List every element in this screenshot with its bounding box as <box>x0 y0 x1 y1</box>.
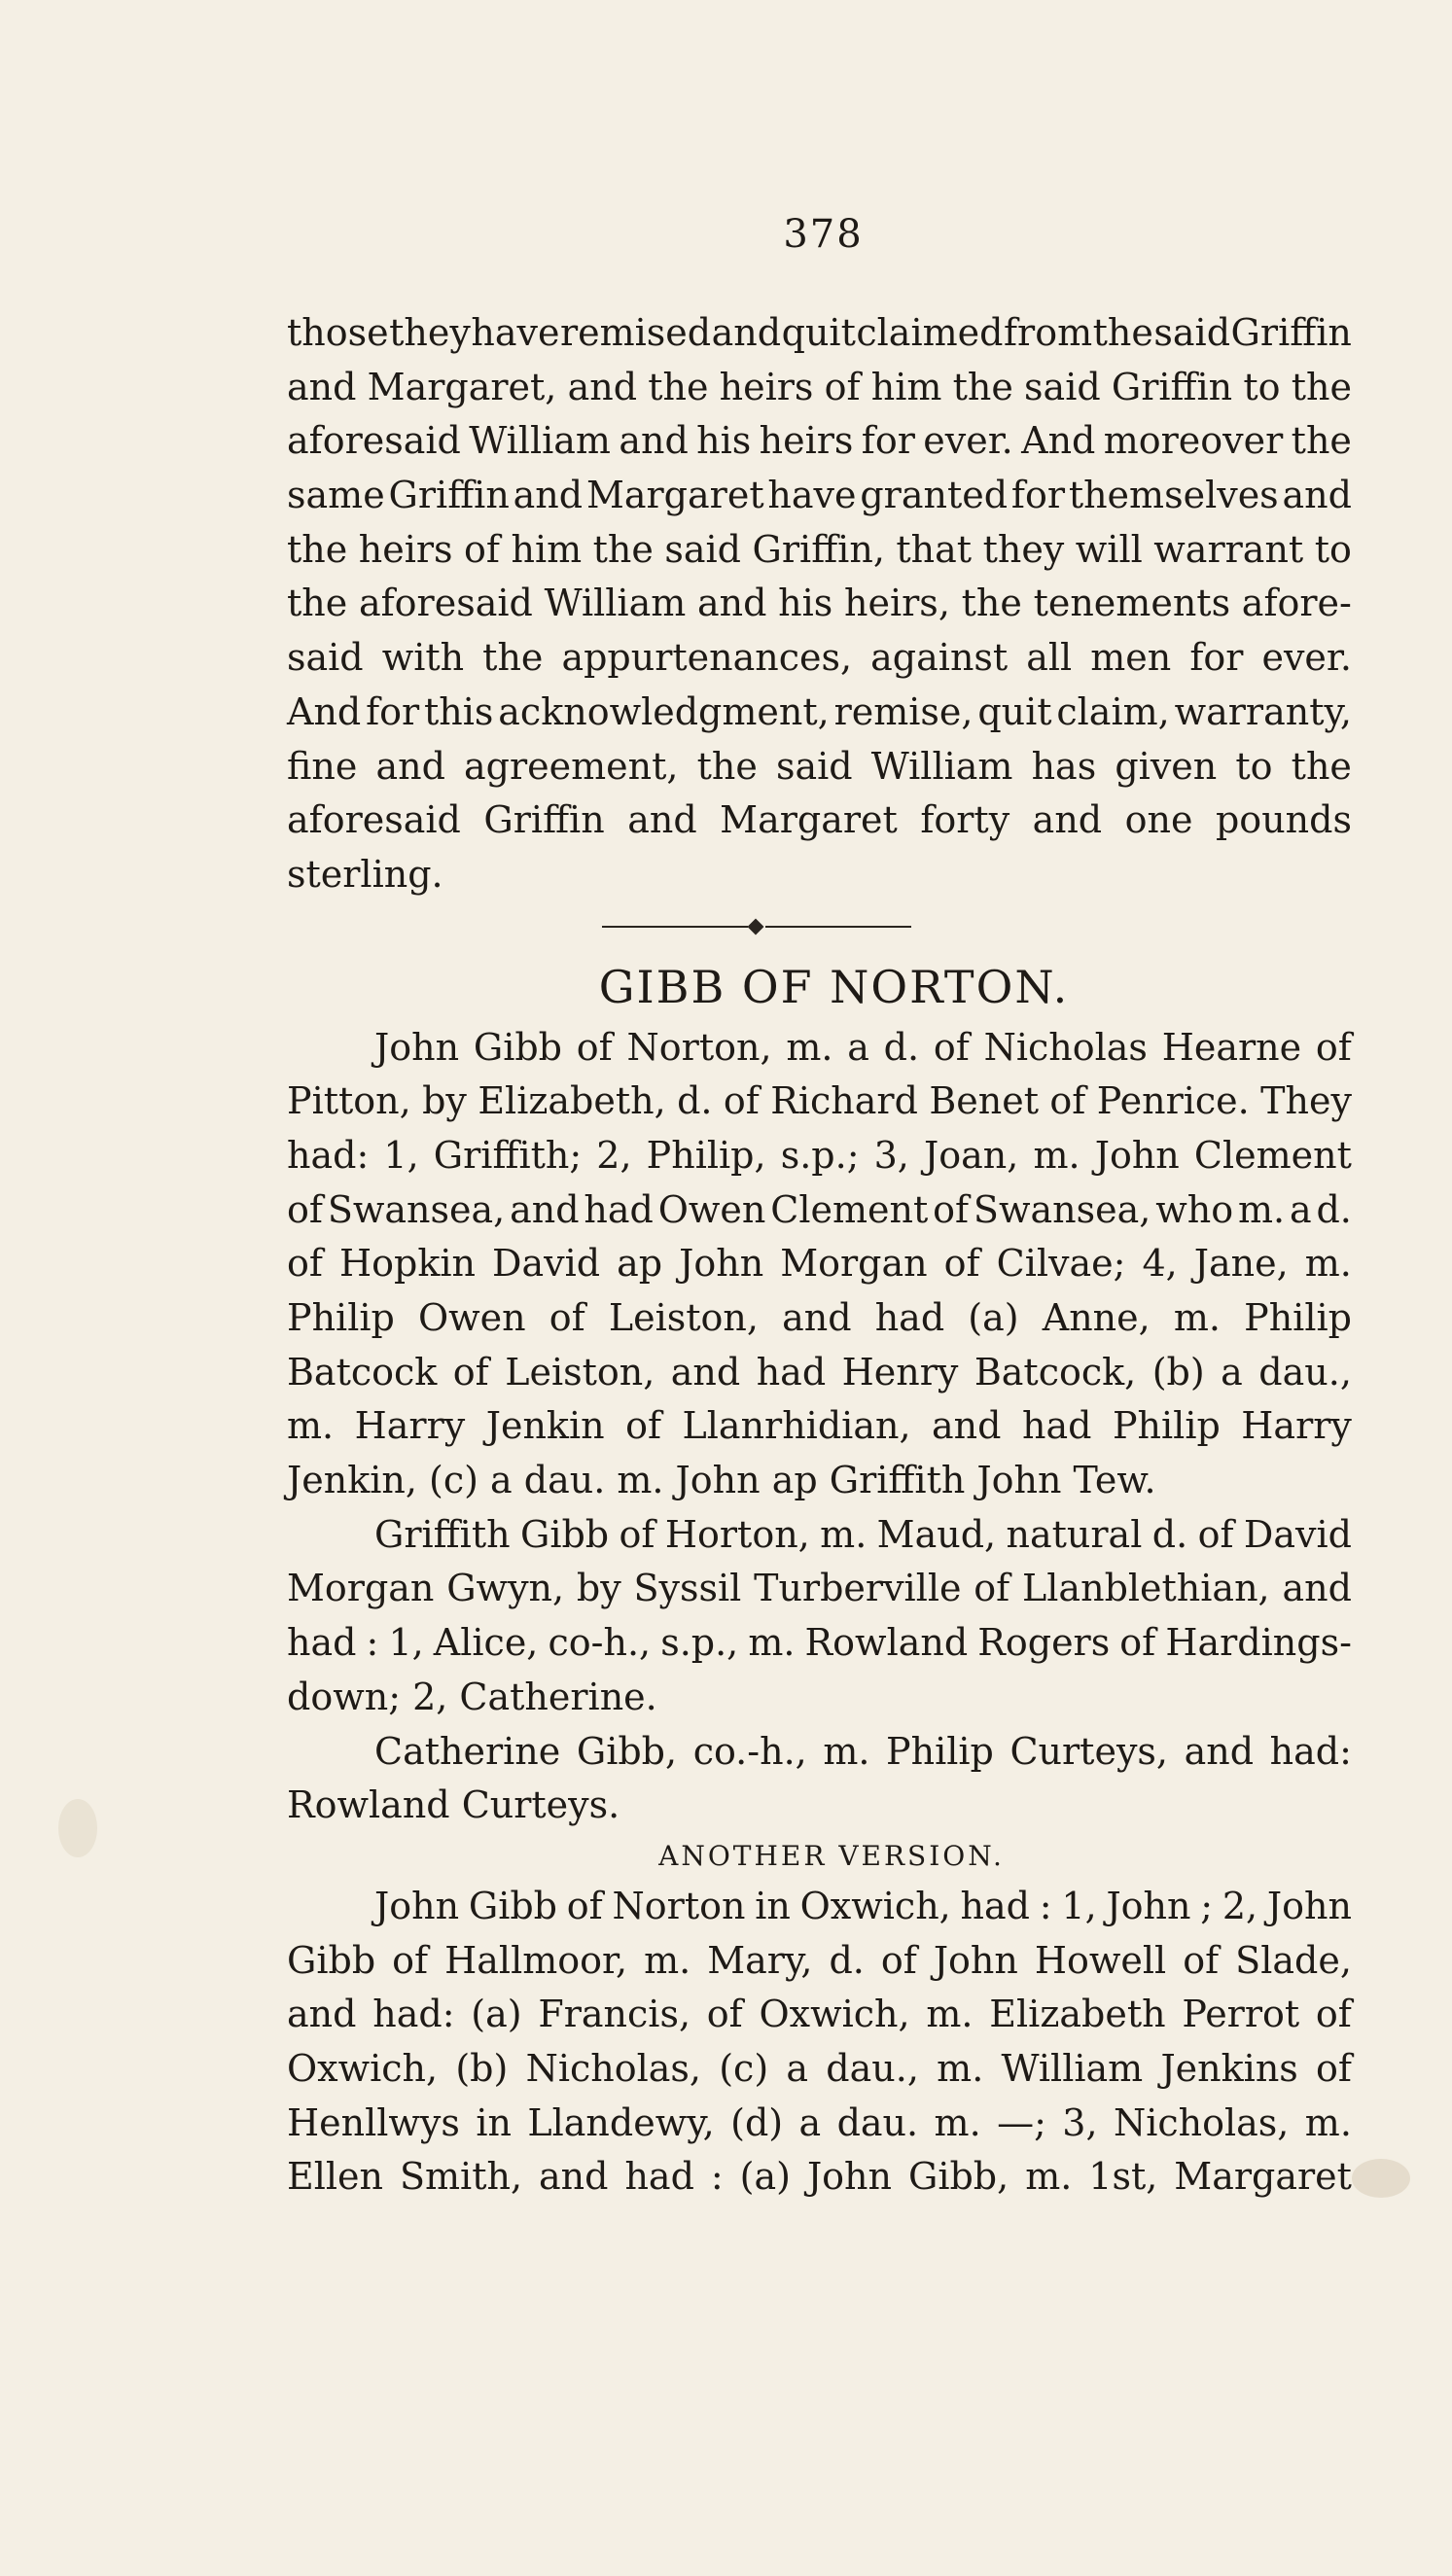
text-line: Oxwich, (b) Nicholas, (c) a dau., m. William Jenkins of <box>287 2046 1352 2090</box>
text-line: And for this acknowledgment, remise, quit claim, warranty, <box>287 689 1352 733</box>
sub-title: ANOTHER VERSION. <box>658 1839 1005 1872</box>
text-column <box>287 306 1352 2205</box>
text-line: Batcock of Leiston, and had Henry Batcock, (b) a dau., <box>287 1350 1352 1394</box>
text-line: m. Harry Jenkin of Llanrhidian, and had Philip Harry <box>287 1404 1352 1448</box>
paragraph-john-gibb <box>287 1021 1352 1508</box>
text-line: and had: (a) Francis, of Oxwich, m. Elizabeth Perrot of <box>287 1993 1352 2036</box>
text-line: sterling. <box>287 852 443 896</box>
continued-text-block <box>287 306 1352 902</box>
text-line: Philip Owen of Leiston, and had (a) Anne, m. Philip <box>287 1296 1352 1339</box>
text-line: Morgan Gwyn, by Syssil Turberville of Llanblethian, and <box>287 1567 1352 1610</box>
text-line: Gibb of Hallmoor, m. Mary, d. of John Howell of Slade, <box>287 1938 1352 1982</box>
text-line: had : 1, Alice, co-h., s.p., m. Rowland Rogers of Hardings- <box>287 1621 1352 1665</box>
text-line: the aforesaid William and his heirs, the tenements afore- <box>287 582 1352 625</box>
text-line: of Hopkin David ap John Morgan of Cilvae; 4, Jane, m. <box>287 1242 1352 1286</box>
text-line: Ellen Smith, and had : (a) John Gibb, m. 1st, Margaret <box>287 2155 1352 2199</box>
text-line: fine and agreement, the said William has given to the <box>287 744 1352 788</box>
text-line: aforesaid William and his heirs for ever. And moreover the <box>287 419 1352 463</box>
text-line: John Gibb of Norton, m. a d. of Nicholas Hearne of <box>374 1025 1352 1069</box>
text-line: Henllwys in Llandewy, (d) a dau. m. —; 3, Nicholas, m. <box>287 2100 1352 2144</box>
text-line: the heirs of him the said Griffin, that they will warrant to <box>287 527 1352 571</box>
paragraph-catherine-gibb <box>287 1725 1352 1833</box>
text-line: Pitton, by Elizabeth, d. of Richard Benet of Penrice. They <box>287 1079 1352 1123</box>
text-line: said with the appurtenances, against all men for ever. <box>287 636 1352 680</box>
text-line: down; 2, Catherine. <box>287 1675 657 1718</box>
divider-rule-right <box>765 926 911 928</box>
text-line: of Swansea, and had Owen Clement of Swansea, who m. a d. <box>287 1187 1352 1231</box>
text-line: had: 1, Griffith; 2, Philip, s.p.; 3, Joan, m. John Clement <box>287 1133 1352 1177</box>
text-line: those they have remised and quit claimed from the said Griffin <box>287 311 1352 354</box>
paragraph-another-version <box>287 1880 1352 2205</box>
section-title: GIBB OF NORTON. <box>598 960 1070 1013</box>
text-line: Rowland Curteys. <box>287 1783 620 1827</box>
page-number: 378 <box>783 212 864 257</box>
text-line: Jenkin, (c) a dau. m. John ap Griffith John Tew. <box>287 1459 1156 1502</box>
text-line: Catherine Gibb, co.-h., m. Philip Curteys, and had: <box>374 1729 1352 1773</box>
text-line: same Griffin and Margaret have granted for themselves and <box>287 474 1352 517</box>
paper-stain <box>58 1799 97 1857</box>
text-line: aforesaid Griffin and Margaret forty and one pounds <box>287 798 1352 842</box>
section-divider <box>287 908 1352 945</box>
text-line: Griffith Gibb of Horton, m. Maud, natural d. of David <box>374 1512 1352 1556</box>
paper-stain <box>1352 2159 1410 2198</box>
text-line: John Gibb of Norton in Oxwich, had : 1, John ; 2, John <box>374 1884 1352 1927</box>
divider-diamond-ornament <box>748 918 764 935</box>
divider-rule-left <box>602 926 748 928</box>
text-line: and Margaret, and the heirs of him the said Griffin to the <box>287 365 1352 408</box>
paragraph-griffith-gibb <box>287 1508 1352 1725</box>
